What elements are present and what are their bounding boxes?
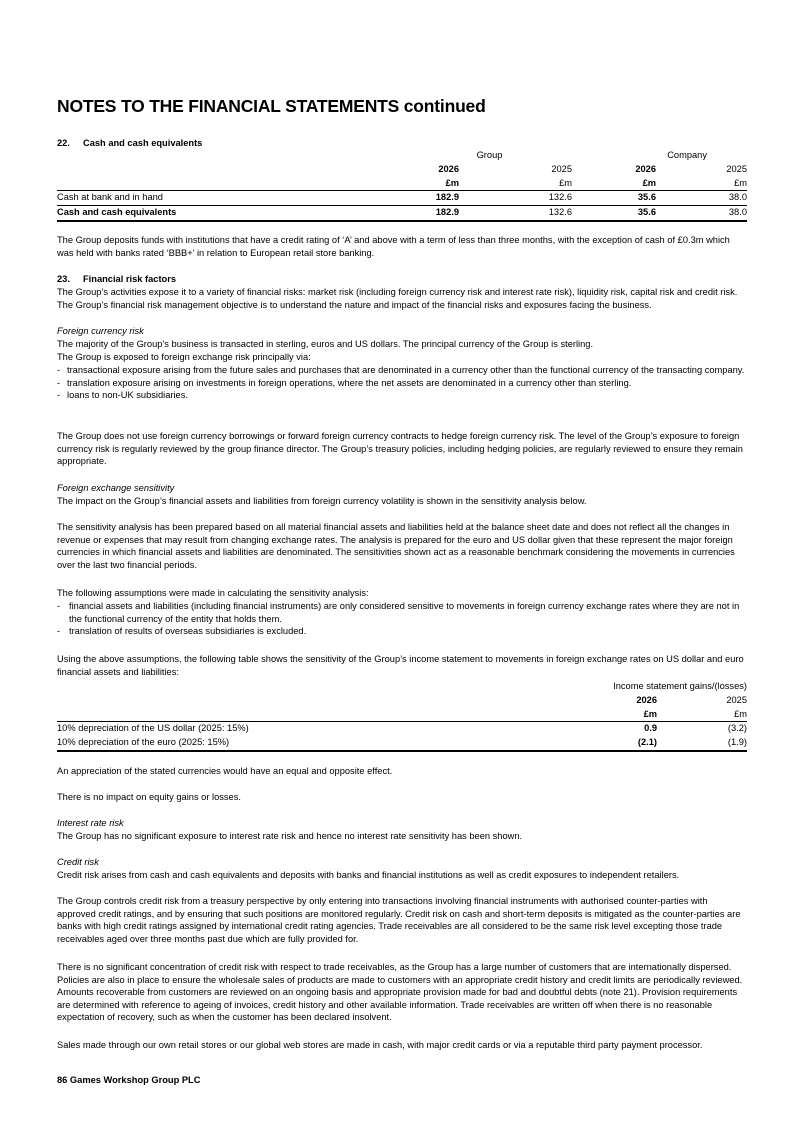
table-row [57, 191, 747, 206]
cash-note-paragraph: The Group deposits funds with institutions that have a credit rating of ‘A’ and above with a term of less than three months, with the exception of cash of £0.3m which was held with banks rated ‘BBB+’ in relation to European retail store banking. [57, 235, 730, 258]
interest-rate-paragraph: The Group has no significant exposure to interest rate risk and hence no interest rate sensitivity has been shown. [57, 831, 523, 841]
page-title: NOTES TO THE FINANCIAL STATEMENTS continued [57, 96, 486, 116]
list-item: - translation of results of overseas subsidiaries is excluded. [57, 625, 747, 638]
cash-table [57, 149, 747, 222]
table-unit-row [57, 708, 747, 722]
fx-risk-heading: Foreign currency risk [57, 326, 144, 336]
sensitivity-table-wrapper [57, 680, 747, 752]
list-item: - translation exposure arising on investments in foreign operations, where the net assets are denominated in a currency other than sterling. [57, 377, 747, 390]
year-cell: 2025 [551, 163, 572, 174]
value-cell: 182.9 [377, 206, 459, 221]
value-cell: (2.1) [567, 736, 657, 751]
year-cell: 2025 [726, 694, 747, 705]
list-item: - loans to non-UK subsidiaries. [57, 389, 747, 402]
fx-sensitivity-paragraph-6: There is no impact on equity gains or losses. [57, 792, 241, 802]
value-cell: (1.9) [657, 736, 747, 751]
row-label: 10% depreciation of the euro (2025: 15%) [57, 736, 567, 751]
unit-cell: £m [734, 708, 747, 719]
section-23-heading [57, 273, 747, 286]
sensitivity-header: Income statement gains/(losses) [613, 681, 747, 691]
fx-sensitivity-heading: Foreign exchange sensitivity [57, 483, 175, 493]
company-header: Company [667, 150, 707, 160]
table-total-row [57, 206, 747, 221]
cash-table-wrapper [57, 149, 747, 222]
table-group-header-row [57, 149, 747, 163]
fx-sensitivity-paragraph-1: The impact on the Group’s financial assets and liabilities from foreign currency volatility is shown in the sensitivity analysis below. [57, 496, 587, 506]
year-cell: 2026 [636, 694, 657, 705]
unit-cell: £m [559, 177, 572, 188]
section-number: 23. [57, 274, 70, 284]
fx-sensitivity-paragraph-5: An appreciation of the stated currencies would have an equal and opposite effect. [57, 766, 393, 776]
credit-risk-paragraph-1: Credit risk arises from cash and cash equivalents and deposits with banks and financial institutions as well as credit exposures to independent retailers. [57, 870, 680, 880]
section-title: Cash and cash equivalents [83, 138, 203, 148]
table-row [57, 736, 747, 751]
section-number: 22. [57, 138, 70, 148]
year-cell: 2026 [438, 163, 459, 174]
unit-cell: £m [643, 708, 657, 719]
row-label: Cash and cash equivalents [57, 206, 377, 221]
fx-sensitivity-paragraph-4: Using the above assumptions, the following table shows the sensitivity of the Group’s income statement to movements in foreign exchange rates on US dollar and euro financial assets and liabilities: [57, 654, 744, 677]
value-cell: 132.6 [459, 191, 572, 206]
interest-rate-heading: Interest rate risk [57, 818, 124, 828]
fx-risk-paragraph-2: The Group is exposed to foreign exchange risk principally via: [57, 352, 311, 362]
table-year-row [57, 694, 747, 708]
value-cell: 132.6 [459, 206, 572, 221]
section-title: Financial risk factors [83, 274, 177, 284]
fx-risk-paragraph-3: The Group does not use foreign currency borrowings or forward foreign currency contracts to hedge foreign currency risk. The level of the Group’s exposure to foreign currency risk is regularly reviewed by the group finance director. The Group’s treasury policies, including hedging policies, are regularly reviewed to ensure they remain appropriate. [57, 431, 743, 467]
unit-cell: £m [642, 177, 656, 188]
value-cell: 0.9 [567, 722, 657, 736]
credit-risk-paragraph-3: There is no significant concentration of credit risk with respect to trade receivables, as the Group has a large number of customers that are internationally dispersed. Policies are also in place to ensure the wholesale sales of products are made to customers with an appropriate credit history and credit limits are periodically reviewed. Amounts recoverable from customers are reviewed on an ongoing basis and appropriate provision made for bad and doubtful debts (note 21). Provision requirements are determined with reference to ageing of invoices, credit history and other available information. Trade receivables are written off when there is no reasonable expectation of recovery, such as when the customer has been declared insolvent. [57, 962, 743, 1023]
page-footer: 86 Games Workshop Group PLC [57, 1075, 201, 1085]
value-cell: 182.9 [377, 191, 459, 206]
list-item: - transactional exposure arising from the future sales and purchases that are denominated in a currency other than the functional currency of the transacting company. [57, 364, 747, 377]
value-cell: (3.2) [657, 722, 747, 736]
assumptions-list [57, 600, 747, 638]
fx-sensitivity-paragraph-2: The sensitivity analysis has been prepared based on all material financial assets and liabilities held at the balance sheet date and does not reflect all the changes in revenue or expenses that may result from changing exchange rates. The analysis is prepared for the euro and US dollar given that these represent the major foreign currencies in which financial assets and liabilities are denominated. The sensitivities shown act as a reasonable benchmark considering the movements in currencies over the last two financial periods. [57, 522, 735, 570]
table-unit-row [57, 177, 747, 191]
value-cell: 35.6 [572, 191, 656, 206]
table-year-row [57, 163, 747, 177]
unit-cell: £m [445, 177, 459, 188]
risk-intro-paragraph: The Group’s activities expose it to a variety of financial risks: market risk (including foreign currency risk and interest rate risk), liquidity risk, capital risk and credit risk. The Group’s financial risk management objective is to understand the nature and impact of the financial risks and exposures facing the business. [57, 287, 738, 310]
credit-risk-heading: Credit risk [57, 857, 99, 867]
fx-sensitivity-paragraph-3: The following assumptions were made in calculating the sensitivity analysis: [57, 588, 369, 598]
row-label: 10% depreciation of the US dollar (2025: 15%) [57, 722, 567, 736]
list-item: - financial assets and liabilities (including financial instruments) are only considered sensitive to movements in foreign currency exchange rates where they are not in the functional currency of the entity that holds them. [57, 600, 747, 625]
credit-risk-paragraph-2: The Group controls credit risk from a treasury perspective by only entering into transactions involving financial instruments with authorised counter-parties with approved credit ratings, and by ensuring that such positions are monitored regularly. Credit risk on cash and short-term deposits is mitigated as the counter-parties are banks with high credit ratings assigned by international credit rating agencies. Trade receivables are all considered to be the same risk level excepting those trade receivables aged over three months past due which are fully provided for. [57, 896, 741, 944]
group-header: Group [476, 150, 503, 160]
fx-risk-list [57, 364, 747, 402]
year-cell: 2026 [635, 163, 656, 174]
table-header-row [57, 680, 747, 694]
fx-risk-paragraph-1: The majority of the Group’s business is transacted in sterling, euros and US dollars. The principal currency of the Group is sterling. [57, 339, 594, 349]
table-row [57, 722, 747, 736]
value-cell: 35.6 [572, 206, 656, 221]
section-22-heading [57, 137, 747, 150]
value-cell: 38.0 [656, 191, 747, 206]
year-cell: 2025 [726, 163, 747, 174]
unit-cell: £m [734, 177, 747, 188]
value-cell: 38.0 [656, 206, 747, 221]
sensitivity-table [57, 680, 747, 752]
credit-risk-paragraph-4: Sales made through our own retail stores or our global web stores are made in cash, with major credit cards or via a reputable third party payment processor. [57, 1040, 703, 1050]
row-label: Cash at bank and in hand [57, 191, 377, 206]
